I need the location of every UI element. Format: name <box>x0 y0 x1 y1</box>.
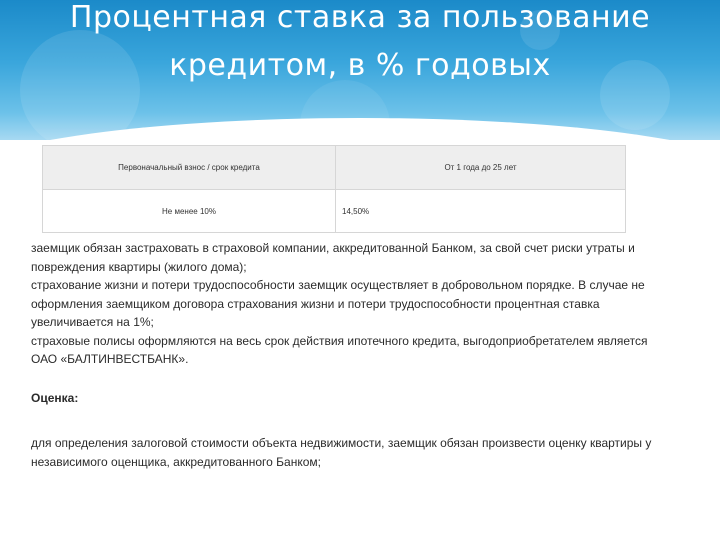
slide-title-line-1: Процентная ставка за пользование <box>69 0 651 35</box>
table-header-cell-down-payment-term: Первоначальный взнос / срок кредита <box>43 146 336 190</box>
table-header-cell-term-range: От 1 года до 25 лет <box>336 146 626 190</box>
condition-paragraph-property-insurance: заемщик обязан застраховать в страховой компании, аккредитованной Банком, за свой счет риски утраты и повреждения квартиры (жилого дома); <box>31 241 635 274</box>
condition-paragraph-insurance-policies: страховые полисы оформляются на весь срок действия ипотечного кредита, выгодоприобретателем является ОАО «БАЛТИНВЕСТБАНК». <box>31 333 648 366</box>
slide-title <box>0 0 720 90</box>
table-row <box>43 190 626 233</box>
table-cell-down-payment: Не менее 10% <box>43 190 336 233</box>
assessment-text: для определения залоговой стоимости объекта недвижимости, заемщик обязан произвести оценку квартиры у независимого оценщика, аккредитованного Банком; <box>31 436 652 469</box>
assessment-heading: Оценка: <box>31 391 79 405</box>
slide-title-line-2: кредитом, в % годовых <box>169 48 551 83</box>
condition-paragraph-life-insurance: страхование жизни и потери трудоспособности заемщик осуществляет в добровольном порядке. В случае не оформления заемщиком договора страхования жизни и потери трудоспособности процентная ставка увеличивается на 1%; <box>31 278 645 329</box>
interest-rate-table <box>42 145 626 233</box>
conditions-text <box>31 239 671 369</box>
title-banner <box>0 0 720 140</box>
table-cell-rate: 14,50% <box>336 190 626 233</box>
table-header-row <box>43 146 626 190</box>
